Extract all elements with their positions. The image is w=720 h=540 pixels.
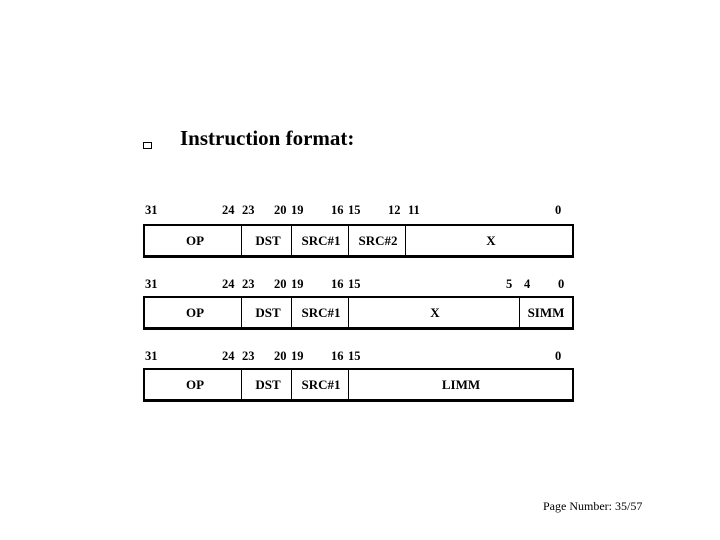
bit-positions-format-1 (0, 203, 720, 219)
field-label: SRC#1 (301, 377, 341, 392)
bit-label: 24 (222, 277, 235, 291)
field-label: SIMM (527, 305, 565, 320)
bit-label: 31 (145, 349, 158, 363)
bit-positions-format-2 (0, 277, 720, 293)
bit-label: 16 (331, 349, 344, 363)
bit-label: 19 (291, 203, 304, 217)
slide-title: Instruction format: (180, 126, 355, 150)
field-label: SRC#1 (301, 305, 341, 320)
bit-label: 15 (348, 277, 361, 291)
field-label: DST (255, 305, 281, 320)
bit-label: 23 (242, 277, 255, 291)
field-label: X (486, 233, 496, 248)
instruction-format-2 (143, 296, 574, 330)
bit-label: 12 (388, 203, 401, 217)
bit-label: 23 (242, 349, 255, 363)
bit-label: 16 (331, 277, 344, 291)
bit-label: 20 (274, 349, 287, 363)
instruction-format-3 (143, 368, 574, 402)
bit-positions-format-3 (0, 349, 720, 365)
field-label: OP (185, 377, 205, 392)
bit-label: 0 (555, 203, 562, 217)
page-number: Page Number: 35/57 (543, 499, 643, 513)
bit-label: 11 (408, 203, 420, 217)
bit-label: 0 (558, 277, 565, 291)
bit-label: 5 (506, 277, 513, 291)
field-label: SRC#1 (301, 233, 341, 248)
bit-label: 31 (145, 203, 158, 217)
bit-label: 23 (242, 203, 255, 217)
bit-label: 31 (145, 277, 158, 291)
field-label: DST (255, 233, 281, 248)
bit-label: 20 (274, 277, 287, 291)
field-label: OP (185, 305, 205, 320)
instruction-format-1 (143, 224, 574, 258)
field-label: X (430, 305, 440, 320)
bit-label: 15 (348, 203, 361, 217)
bit-label: 15 (348, 349, 361, 363)
square-bullet-icon (143, 142, 152, 149)
bit-label: 16 (331, 203, 344, 217)
field-label: LIMM (441, 377, 481, 392)
field-label: DST (255, 377, 281, 392)
bit-label: 24 (222, 203, 235, 217)
field-label: OP (185, 233, 205, 248)
field-label: SRC#2 (358, 233, 398, 248)
bit-label: 0 (555, 349, 562, 363)
bit-label: 20 (274, 203, 287, 217)
bit-label: 24 (222, 349, 235, 363)
bit-label: 19 (291, 277, 304, 291)
bit-label: 19 (291, 349, 304, 363)
bit-label: 4 (524, 277, 531, 291)
